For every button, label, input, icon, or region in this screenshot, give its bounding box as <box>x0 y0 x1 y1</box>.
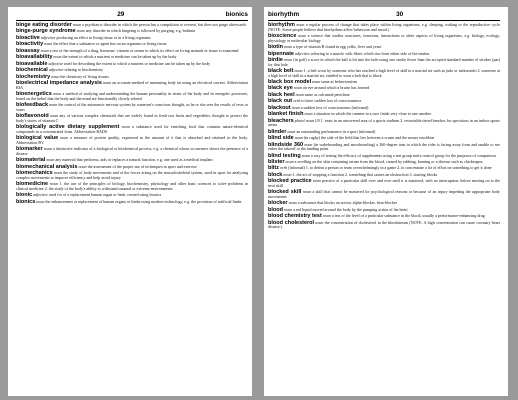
headword: blitz <box>268 165 279 172</box>
part-of-speech: noun <box>46 157 55 163</box>
part-of-speech: noun <box>284 56 293 62</box>
dictionary-entry <box>16 171 248 180</box>
dictionary-entry <box>16 29 248 34</box>
part-of-speech: noun <box>283 171 292 177</box>
part-of-speech: noun <box>295 91 304 97</box>
dictionary-entry <box>268 86 500 91</box>
headword: bioactive <box>16 34 40 41</box>
definition: a substance used for enriching food that contains nature-identical compounds in a concentrated form. Abbreviation BADS <box>16 124 248 134</box>
part-of-speech: noun <box>291 104 300 110</box>
definition: any of various complex chemicals that are widely found in fresh raw fruits and vegetables, thought to protect the body's stores of vitamin C <box>16 113 249 123</box>
definition: to have sudden loss of consciousness <box>301 98 362 104</box>
dictionary-entry <box>268 208 500 213</box>
definition: 1. a belt worn by someone who has reached a high level of skill in a martial art such as judo or taekwondo 2. someone at a high level of skill in a martial art, entitled to wear a belt that is black <box>268 67 500 78</box>
headword: bioflavonoid <box>16 113 49 120</box>
definition: an accurate method of measuring body fat using an electrical current. Abbreviation BIA <box>16 79 249 90</box>
part-of-speech: noun <box>322 213 331 219</box>
headword: biologically active dietary supplement <box>16 124 120 131</box>
headword: blood <box>268 206 283 213</box>
part-of-speech: noun <box>121 124 130 130</box>
headword: biofeedback <box>16 102 49 108</box>
definition: 1. seats in an uncovered area of a sports stadium 2. retractable tiered benches for spectators in an indoor sports arena <box>268 117 501 128</box>
dictionary-entry <box>268 201 500 206</box>
part-of-speech: noun <box>36 198 45 204</box>
definition: an eye around which a bruise has formed <box>302 85 370 91</box>
part-of-speech: noun <box>283 206 293 212</box>
guide-word: biorhythm <box>268 11 300 18</box>
headword: biochemistry <box>16 73 51 80</box>
dictionary-entry <box>268 136 500 141</box>
part-of-speech: noun <box>43 146 52 152</box>
headword: bioassay <box>16 47 40 54</box>
headword: bionics <box>16 198 36 205</box>
definition: the study of body movements and of the forces acting on the musculoskeletal system, used in sport for analysing complex movements to improve efficiency and help avoid injury <box>16 170 249 180</box>
definition: any disorder in which bingeing is followed by purging, e.g. bulimia <box>85 28 196 34</box>
dictionary-entry <box>16 75 248 80</box>
dictionary-entry <box>16 182 248 191</box>
part-of-speech: noun <box>50 113 59 119</box>
headword: block <box>268 171 283 178</box>
dictionary-entry <box>268 179 500 188</box>
definition: (in rugby) the side of the field that lies between a scrum and the nearer touchline <box>303 135 435 141</box>
definition: a method of studying and understanding the human personality in terms of the body and its energetic processes, based on the belief that the body and the mind are functionally closely related <box>16 90 249 101</box>
dictionary-entry <box>268 173 500 178</box>
part-of-speech: noun <box>53 90 62 96</box>
dictionary-entry <box>16 23 248 28</box>
definition: a situation in which the runners in a race finish very close to one another <box>313 111 432 117</box>
entry-list <box>16 23 248 204</box>
dictionary-entry <box>268 93 500 98</box>
part-of-speech: noun <box>285 159 294 164</box>
headword: bioactivity <box>16 41 44 48</box>
headword: blood cholesterol <box>268 219 315 226</box>
dictionary-entry <box>16 158 248 163</box>
entry-list <box>268 23 500 230</box>
definition: a swelling on the skin containing serum from the blood, caused by rubbing, burning or a disease such as chickenpox <box>294 159 483 164</box>
definition: (in golf) a score in which the ball is hit into the hole using one stroke fewer than the accepted standard number of strokes (par) for that hole <box>268 56 500 67</box>
definition: practice of a particular skill over and over until it is mastered, with no interruption, before moving on to the next skill <box>268 178 500 188</box>
definition: a red liquid moved around the body by the pumping action of the heart <box>293 206 408 212</box>
dictionary-entry <box>16 114 248 123</box>
headword: black belt <box>268 67 294 74</box>
headword: black box model <box>268 79 312 85</box>
part-of-speech: noun <box>72 22 82 27</box>
part-of-speech: noun <box>312 178 321 184</box>
part-of-speech: noun <box>312 79 321 84</box>
headword: black eye <box>268 85 293 92</box>
part-of-speech: noun <box>78 163 87 169</box>
definition: a sudden loss of consciousness (informal) <box>300 104 369 110</box>
dictionary-entry <box>268 130 500 135</box>
dictionary-entry <box>268 34 500 43</box>
dictionary-entry <box>16 193 248 198</box>
page-header <box>16 9 248 21</box>
dictionary-entry <box>268 23 500 32</box>
part-of-speech: noun <box>283 44 293 50</box>
dictionary-entry <box>268 52 500 57</box>
headword: black out <box>268 98 293 105</box>
dictionary-entry <box>16 68 248 73</box>
dictionary-entry <box>16 81 248 90</box>
definition: a regular process of change that takes place within living organisms, e.g. sleeping, waking or the reproductive cycle (NOTE: Some people believe that biorhythms affect behaviour and mood.) <box>268 22 500 32</box>
definition: the enhancement or replacement of human organs or limbs using modern technology, e.g. the provision of artificial limbs <box>45 198 242 204</box>
definition: 1. the use of the principles of biology, biochemistry, physiology and other basic sciences to solve problems in clinical medicine 2. the study of the body's ability to withstand unusual or extreme environments <box>16 181 248 191</box>
headword: binge eating disorder <box>16 22 72 28</box>
definition: a skill that cannot be mastered for psychological reasons or because of an injury impeding the appropriate body movements <box>268 189 501 199</box>
dictionary-entry <box>16 42 248 47</box>
headword: bionic <box>16 192 33 199</box>
dictionary-entry <box>16 136 248 145</box>
part-of-speech: noun <box>294 67 303 73</box>
definition: a science that studies structures, functions, interactions or other aspects of living organisms, e.g. biology, ecology, physiology or molecular biology <box>268 33 500 43</box>
headword: black heel <box>268 91 295 98</box>
part-of-speech: noun <box>44 41 53 47</box>
definition: the extent to which a nutrient or medicine can be taken up by the body <box>62 54 177 60</box>
part-of-speech: noun <box>40 47 49 53</box>
headword: blind side <box>268 135 294 142</box>
part-of-speech: noun <box>298 33 307 39</box>
dictionary-entry <box>16 36 248 41</box>
definition: a measure of protein quality, expressed as the amount of it that is absorbed and retained in the body. Abbreviation BV <box>16 135 248 145</box>
definition: a type of vitamin B found in egg yolks, liver and yeast <box>293 44 382 50</box>
part-of-speech: noun <box>315 219 324 225</box>
headword: biomedicine <box>16 181 49 188</box>
definition: a test of the level of a particular substance in the blood, usually a performance-enhancing drug <box>331 213 485 219</box>
dictionary-page-left <box>8 7 252 396</box>
part-of-speech: adjective <box>40 34 56 40</box>
definition: relating to biochemistry <box>64 67 104 73</box>
dictionary-entry <box>268 154 500 159</box>
headword: blindside 360 <box>268 141 304 148</box>
headword: biomarker <box>16 146 43 153</box>
dictionary-entry <box>268 119 500 128</box>
part-of-speech: noun <box>293 85 302 91</box>
definition: the chemistry of living tissues <box>60 73 109 79</box>
part-of-speech: adjective <box>48 60 64 66</box>
definition: producing an effect in living tissue or in a living organism <box>56 34 151 40</box>
dictionary-entry <box>16 62 248 67</box>
page-number: 30 <box>396 11 404 18</box>
dictionary-entry <box>16 55 248 60</box>
definition: the control of the autonomic nervous system by someone's conscious thought, as he or she sees the results of tests or scans <box>16 102 249 112</box>
headword: blister <box>268 159 285 165</box>
part-of-speech: noun <box>302 189 311 195</box>
headword: blocked practice <box>268 178 312 185</box>
dictionary-entry <box>268 221 500 230</box>
part-of-speech: adjective <box>295 50 310 56</box>
part-of-speech: noun <box>53 170 62 176</box>
part-of-speech: noun <box>60 135 69 141</box>
page-number: 29 <box>117 11 125 18</box>
dictionary-entry <box>268 214 500 219</box>
definition: same as calcaneal petechiae <box>304 91 350 97</box>
dictionary-entry <box>268 112 500 117</box>
dictionary-entry <box>268 58 500 67</box>
dictionary-entry <box>16 165 248 170</box>
part-of-speech: noun <box>51 73 60 79</box>
part-of-speech: adjective <box>33 192 48 198</box>
definition: any material that performs, aids or replaces a natural function, e.g. one used as a medical implant <box>55 157 213 163</box>
headword: blanket finish <box>268 111 304 118</box>
definition: used for describing the extent to which a nutrient or medicine can be taken up by the body <box>64 60 211 66</box>
part-of-speech: noun <box>53 54 62 60</box>
definition: 1. the act of stopping a function 2. something that causes an obstruction 3. starting blocks <box>292 171 438 177</box>
headword: binge-purge syndrome <box>16 28 76 35</box>
dictionary-entry <box>16 49 248 54</box>
headword: biomechanical analysis <box>16 163 78 170</box>
headword: bleachers <box>268 117 294 124</box>
headword: biochemical <box>16 67 48 74</box>
dictionary-entry <box>268 143 500 152</box>
definition: referring to a muscle with fibres which rise from either side of the tendon <box>310 50 430 56</box>
headword: blocker <box>268 200 288 207</box>
headword: blind testing <box>268 152 301 159</box>
headword: blinder <box>268 128 287 135</box>
definition: the concentration of cholesterol in the bloodstream (NOTE: A high concentration can cause coronary heart disease.) <box>268 219 501 230</box>
definition: a way of testing the efficacy of supplements using a test group and a control group for the purposes of comparison <box>310 152 496 158</box>
dictionary-entry <box>268 190 500 199</box>
headword: biorhythm <box>268 22 295 28</box>
headword: blocked skill <box>268 189 302 196</box>
dictionary-entry <box>268 166 500 171</box>
dictionary-entry <box>268 69 500 78</box>
part-of-speech: noun <box>49 102 58 107</box>
part-of-speech: plural noun US <box>294 117 320 123</box>
definition: the assessment of the proper use of techniques in sport and exercise <box>87 163 197 169</box>
part-of-speech: noun <box>296 22 305 27</box>
headword: bioenergetics <box>16 90 52 97</box>
dictionary-entry <box>268 106 500 111</box>
definition: same as behaviourism <box>321 79 357 84</box>
part-of-speech: noun <box>304 111 313 117</box>
dictionary-entry <box>16 92 248 101</box>
dictionary-entry <box>268 45 500 50</box>
dictionary-entry <box>16 103 248 112</box>
headword: biomaterial <box>16 157 46 164</box>
part-of-speech: noun <box>294 135 303 141</box>
part-of-speech: noun <box>304 141 313 147</box>
definition: (in wakeboarding and snowboarding) a 360-degree turn in which the rider is facing away from and unable to see either the takeoff or the landing point <box>268 141 500 152</box>
headword: blackout <box>268 104 291 111</box>
definition: the effect that a substance or agent has on an organism or living tissue <box>53 41 167 47</box>
part-of-speech: verb <box>293 98 301 104</box>
definition: a psychiatric disorder in which the person has a compulsion to overeat, but does not purge afterwards <box>82 22 246 27</box>
part-of-speech: noun <box>301 152 310 158</box>
headword: bioscience <box>268 33 297 40</box>
dictionary-entry <box>268 80 500 85</box>
headword: bioavailability <box>16 54 53 61</box>
dictionary-entry <box>16 200 248 205</box>
headword: blood chemistry test <box>268 213 322 220</box>
dictionary-entry <box>16 147 248 156</box>
definition: an outstanding performance in a sport (informal) <box>296 128 376 134</box>
definition: a substance that blocks an action. alpha-blocker, beta-blocker <box>297 200 397 206</box>
headword: biological value <box>16 135 59 142</box>
dictionary-entry <box>268 99 500 104</box>
part-of-speech: noun <box>287 128 296 134</box>
part-of-speech: noun <box>288 200 297 206</box>
definition: (informal) 1. to defeat a person or team overwhelmingly in a game 2. to concentrate a lot of effort on something to get it done <box>288 165 492 171</box>
page-header <box>268 9 500 21</box>
definition: used for of a replacement human organ or limb, created using bionics <box>48 192 162 198</box>
headword: bioelectrical impedance analysis <box>16 79 102 86</box>
headword: bioavailable <box>16 60 48 67</box>
dictionary-entry <box>268 160 500 165</box>
definition: a distinctive indicator of a biological or biochemical process, e.g. a chemical whose occurrence shows the presence of a disease <box>16 146 248 156</box>
headword: bipennate <box>268 50 294 57</box>
guide-word: bionics <box>225 11 248 18</box>
part-of-speech: adjective <box>48 67 64 73</box>
part-of-speech: noun <box>103 79 112 85</box>
part-of-speech: noun <box>49 181 58 187</box>
headword: biomechanics <box>16 170 53 177</box>
definition: a test of the strength of a drug, hormone, vitamin or serum in which its effect on living animals or tissue is examined <box>49 47 239 53</box>
dictionary-entry <box>16 125 248 134</box>
headword: birdie <box>268 56 283 63</box>
part-of-speech: noun <box>76 28 85 34</box>
headword: biotin <box>268 44 283 51</box>
part-of-speech: verb <box>280 165 288 171</box>
dictionary-page-right <box>264 7 508 396</box>
